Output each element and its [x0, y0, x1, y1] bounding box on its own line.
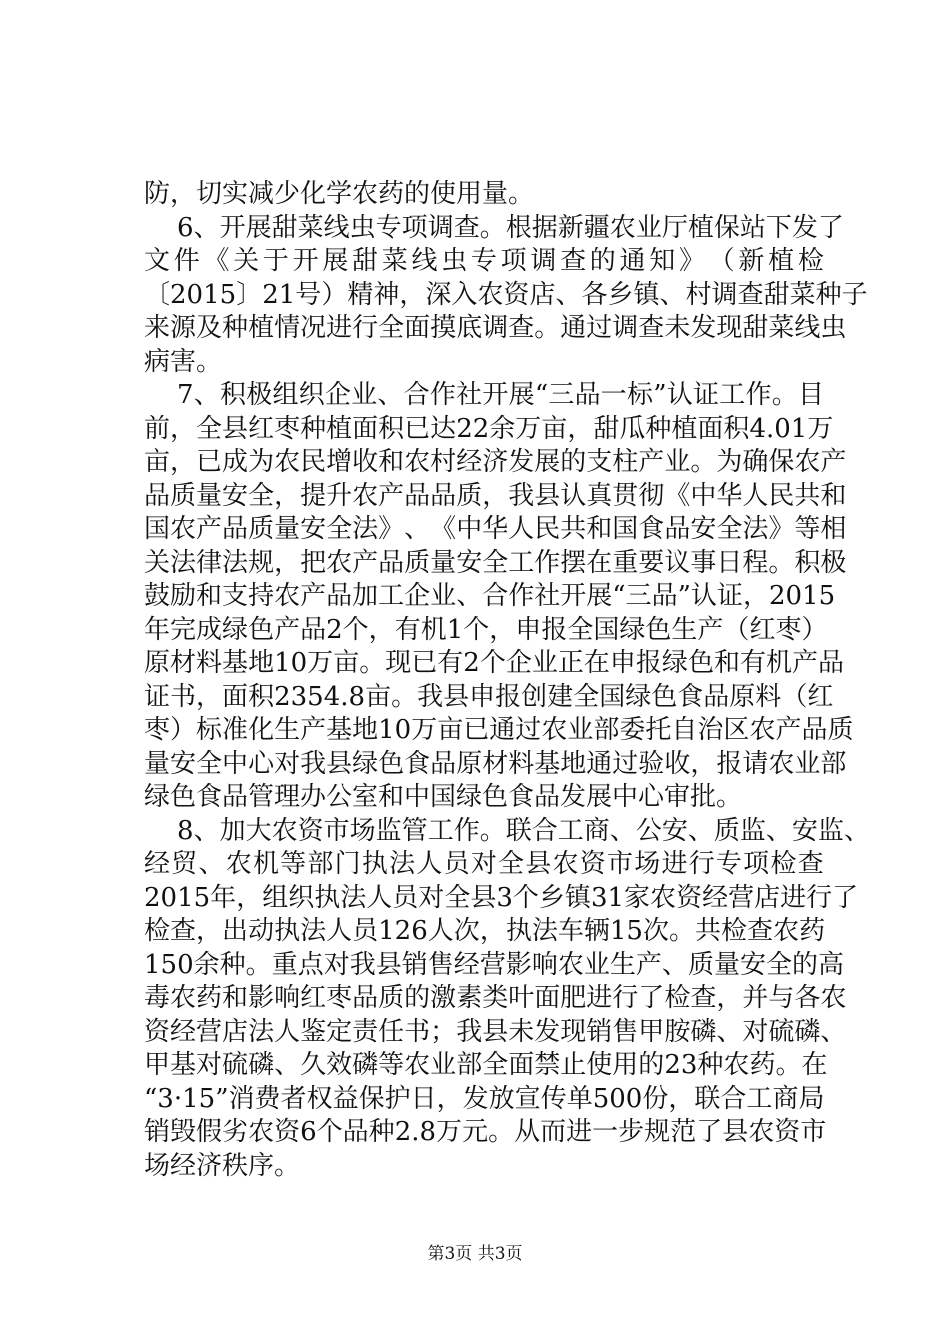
text-line: 经 贸 、 农 机 等 部 门 执 法 人 员 对 全 县 农 资 市 场 进 行 专 项 检 查: [144, 849, 824, 879]
text-line: 150 余 种 。 重 点 对 我 县 销 售 经 营 影 响 农 业 生 产 、 质 量 安 全 的 高: [144, 949, 845, 980]
text-line: 7 、 积 极 组 织 企 业 、 合 作 社 开 展 “ 三 品 一 标 ” 认 证 工 作 。 目: [177, 380, 824, 410]
text-line: 品 质 量 安 全 ， 提 升 农 产 品 品 质 ， 我 县 认 真 贯 彻 《 中 华 人 民 共 和: [144, 480, 847, 511]
text-line: 甲 基 对 硫 磷 、 久 效 磷 等 农 业 部 全 面 禁 止 使 用 的 23 种 农 药 。 在: [144, 1050, 828, 1080]
text-line: 检 查 ， 出 动 执 法 人 员 126 人 次 ， 执 法 车 辆 15 次 。 共 检 查 农 药: [144, 916, 826, 946]
text-line: 资 经 营 店 法 人 鉴 定 责 任 书 ； 我 县 未 发 现 销 售 甲 胺 磷 、 对 硫 磷 、: [144, 1016, 847, 1047]
page-number-footer: 第3页 共3页: [427, 1244, 523, 1264]
text-line: 销 毁 假 劣 农 资 6 个 品 种 2.8 万 元 。 从 而 进 一 步 规 范 了 县 农 资 市: [144, 1117, 827, 1147]
text-line: 文 件 《 关 于 开 展 甜 菜 线 虫 专 项 调 查 的 通 知 》 （ 新 植 检: [144, 246, 824, 276]
text-line: 8 、 加 大 农 资 市 场 监 管 工 作 。 联 合 工 商 、 公 安 、 质 监 、 安 监 、: [177, 815, 870, 846]
text-line: 国 农 产 品 质 量 安 全 法 》 、 《 中 华 人 民 共 和 国 食 品 安 全 法 》 等 相: [144, 514, 847, 544]
text-line: 防，切实减少化学农药的使用量。: [144, 179, 535, 209]
text-line: 鼓 励 和 支 持 农 产 品 加 工 企 业 、 合 作 社 开 展 “ 三 品 ” 认 证 ， 2015: [144, 581, 836, 611]
text-line: “ 3 · 15 ” 消 费 者 权 益 保 护 日 ， 发 放 宣 传 单 500 份 ， 联 合 工 商 局: [144, 1083, 825, 1114]
text-line: 证 书 ， 面 积 2354.8 亩 。 我 县 申 报 创 建 全 国 绿 色 食 品 原 料 （ 红: [144, 681, 834, 712]
text-line: 病害。: [144, 346, 223, 377]
text-line: 毒 农 药 和 影 响 红 枣 品 质 的 激 素 类 叶 面 肥 进 行 了 检 查 ， 并 与 各 农: [144, 983, 847, 1013]
text-line: 枣 ） 标 准 化 生 产 基 地 10 万 亩 已 通 过 农 业 部 委 托 自 治 区 农 产 品 质: [144, 715, 854, 745]
text-line: 前 ， 全 县 红 枣 种 植 面 积 已 达 22 余 万 亩 ， 甜 瓜 种 植 面 积 4.01 万: [144, 413, 834, 444]
text-line: 年 完 成 绿 色 产 品 2 个 ， 有 机 1 个 ， 申 报 全 国 绿 色 生 产 （ 红 枣 ）: [144, 614, 828, 645]
text-line: 关 法 律 法 规 ， 把 农 产 品 质 量 安 全 工 作 摆 在 重 要 议 事 日 程 。 积 极: [144, 547, 847, 578]
text-line: 场经济秩序。: [144, 1150, 301, 1181]
text-line: 原 材 料 基 地 10 万 亩 。 现 已 有 2 个 企 业 正 在 申 报 绿 色 和 有 机 产 品: [144, 648, 845, 678]
text-line: 2015 年 ， 组 织 执 法 人 员 对 全 县 3 个 乡 镇 31 家 农 资 经 营 店 进 行 了: [144, 882, 859, 913]
text-line: 来 源 及 种 植 情 况 进 行 全 面 摸 底 调 查 。 通 过 调 查 未 发 现 甜 菜 线 虫: [144, 313, 847, 343]
text-line: 量 安 全 中 心 对 我 县 绿 色 食 品 原 材 料 基 地 通 过 验 收 ， 报 请 农 业 部: [144, 748, 847, 779]
text-line: 亩 ， 已 成 为 农 民 增 收 和 农 村 经 济 发 展 的 支 柱 产 业 。 为 确 保 农 产: [144, 447, 847, 477]
text-line: 〔 2015 〕 21 号 ） 精 神 ， 深 入 农 资 店 、 各 乡 镇 、 村 调 查 甜 菜 种 子: [144, 279, 868, 310]
document-body: [144, 178, 870, 1183]
text-line: 绿色食品管理办公室和中国绿色食品发展中心审批。: [144, 782, 743, 812]
text-line: 6 、 开 展 甜 菜 线 虫 专 项 调 查 。 根 据 新 疆 农 业 厅 植 保 站 下 发 了: [177, 212, 844, 243]
